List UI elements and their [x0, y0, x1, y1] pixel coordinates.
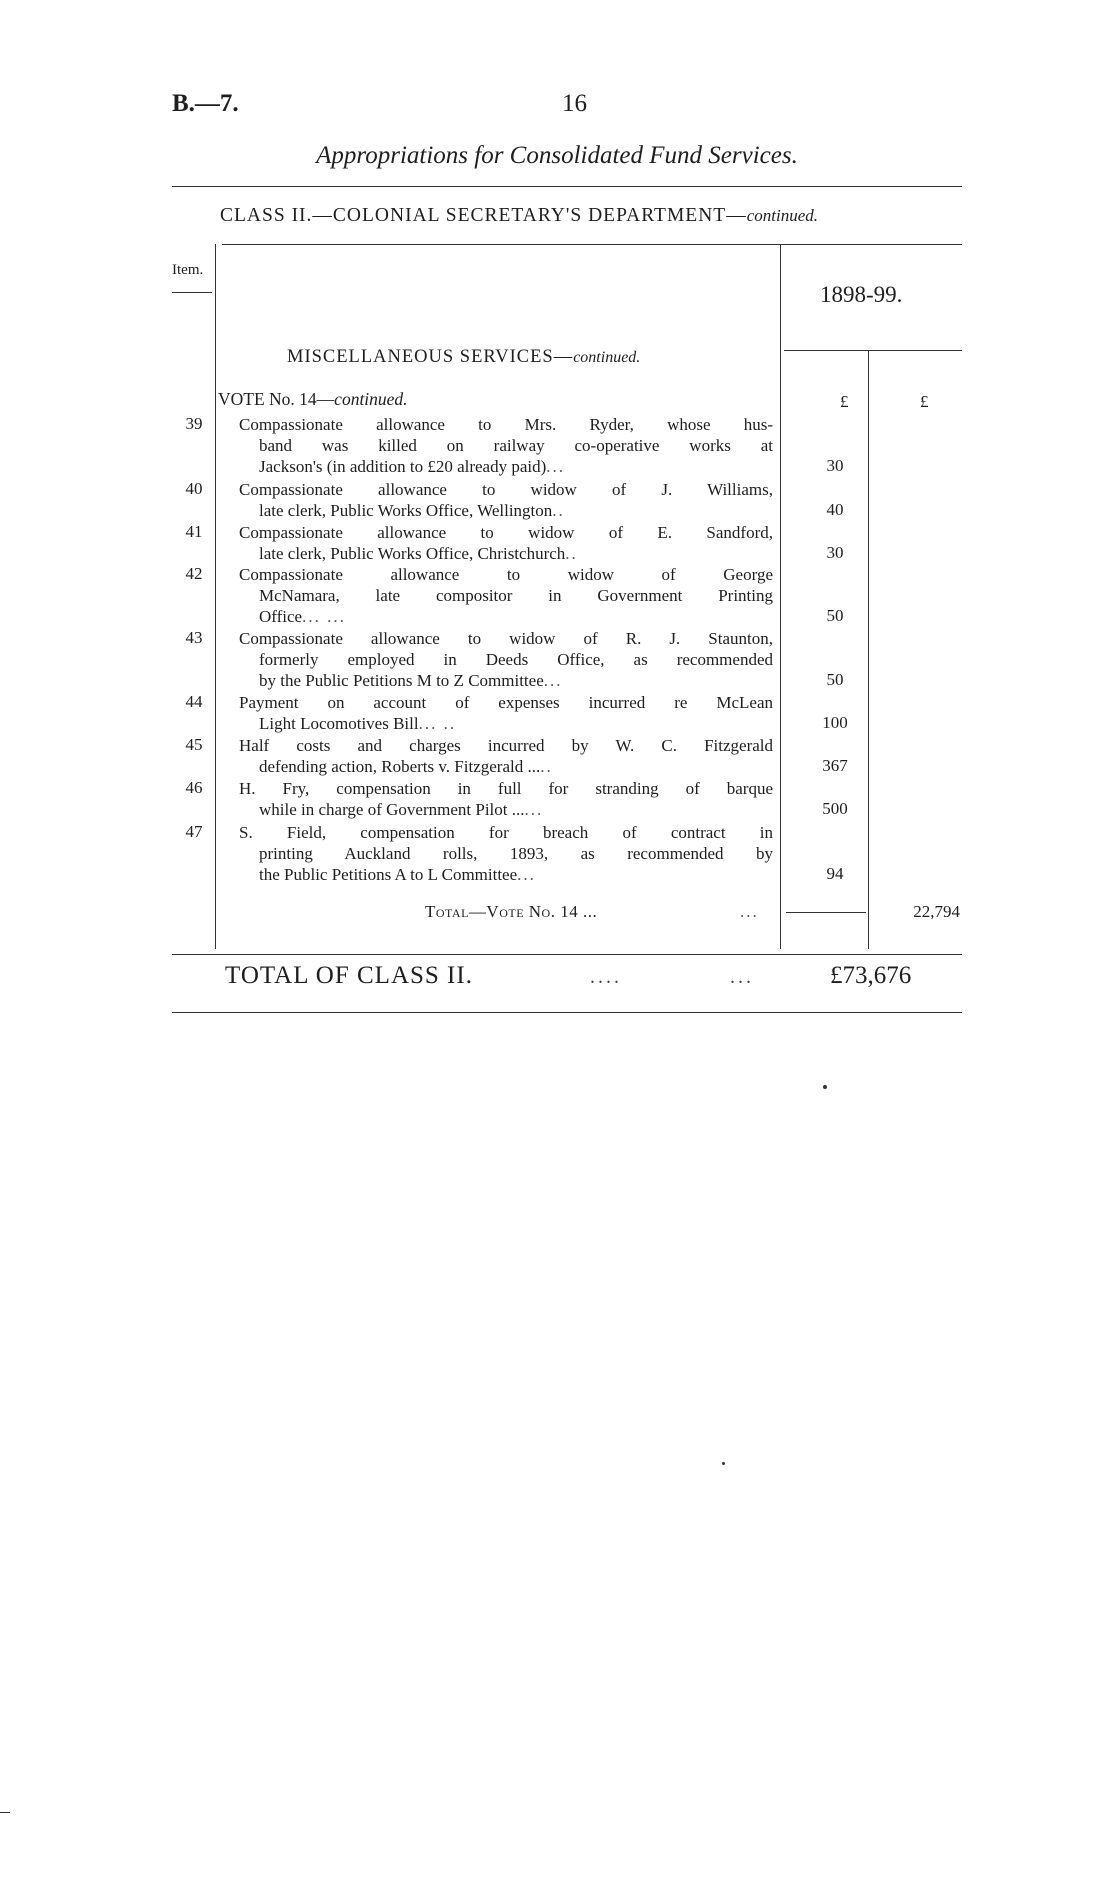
- item-description-line: Compassionate allowance to widow of George: [239, 565, 773, 584]
- scan-speck: [722, 1462, 725, 1465]
- item-description: [239, 778, 773, 820]
- class-total-amount: £73,676: [830, 962, 912, 989]
- item-description: [239, 692, 773, 734]
- item-description-line: Compassionate allowance to widow of R. J. Staunton,: [239, 629, 773, 648]
- rule-item-header: [172, 292, 212, 293]
- item-description: [239, 479, 773, 521]
- item-number: 41: [185, 522, 203, 541]
- dot-leader: ..: [552, 501, 565, 520]
- class-total-leader-1: ....: [590, 966, 622, 988]
- item-description-line: [259, 864, 773, 885]
- dot-leader: ..: [540, 757, 553, 776]
- class-total-label: TOTAL OF CLASS II.: [225, 962, 473, 989]
- total-vote-label: Total—Vote No. 14 ...: [425, 902, 598, 921]
- item-amount: 367: [822, 756, 848, 775]
- class-heading: CLASS II.—COLONIAL SECRETARY'S DEPARTMENT—continued.: [220, 205, 819, 226]
- rule-table-bottom: [172, 954, 962, 955]
- item-number: 42: [185, 564, 203, 583]
- column-divider-amounts: [780, 244, 781, 949]
- item-description-line: formerly employed in Deeds Office, as recommended: [259, 650, 773, 669]
- item-number: 47: [185, 822, 203, 841]
- rule-table-top: [222, 244, 962, 245]
- total-vote-leader: ...: [740, 902, 759, 921]
- item-description-line: Compassionate allowance to widow of J. Williams,: [239, 480, 773, 499]
- total-vote-amount: 22,794: [913, 902, 960, 921]
- item-amount: 50: [826, 606, 844, 625]
- item-description-line: printing Auckland rolls, 1893, as recommended by: [259, 844, 773, 863]
- item-description-line: band was killed on railway co-operative works at: [259, 436, 773, 455]
- item-description-text: late clerk, Public Works Office, Christchurch: [259, 544, 566, 563]
- item-description-line: [259, 606, 773, 627]
- rule-top: [172, 186, 962, 187]
- dot-leader: ..: [565, 544, 578, 563]
- item-description-text: the Public Petitions A to L Committee: [259, 865, 518, 884]
- item-description: [239, 735, 773, 777]
- item-description-line: [259, 713, 773, 734]
- item-description-text: Jackson's (in addition to £20 already paid): [259, 457, 547, 476]
- item-amount: 40: [826, 500, 844, 519]
- item-description-line: Payment on account of expenses incurred re McLean: [239, 693, 773, 712]
- item-description-text: Office: [259, 607, 303, 626]
- item-description-line: [259, 799, 773, 820]
- total-vote-rule: [786, 912, 866, 913]
- item-description: [239, 522, 773, 564]
- class-total-leader-2: ...: [730, 966, 754, 988]
- item-number: 43: [185, 628, 203, 647]
- item-description-text: late clerk, Public Works Office, Wellington: [259, 501, 553, 520]
- page-subtitle: Appropriations for Consolidated Fund Services.: [316, 142, 798, 169]
- currency-symbol-col2: £: [920, 392, 929, 411]
- item-description-line: S. Field, compensation for breach of contract in: [239, 823, 773, 842]
- item-description-line: McNamara, late compositor in Government Printing: [259, 586, 773, 605]
- item-description: [239, 822, 773, 885]
- item-amount: 100: [822, 713, 848, 732]
- item-amount: 50: [826, 670, 844, 689]
- item-number: 44: [185, 692, 203, 711]
- item-number: 45: [185, 735, 203, 754]
- section-title: MISCELLANEOUS SERVICES—continued.: [287, 347, 641, 367]
- item-number: 40: [185, 479, 203, 498]
- item-description-line: H. Fry, compensation in full for stranding of barque: [239, 779, 773, 798]
- rule-page-bottom: [172, 1012, 962, 1013]
- item-description-line: Half costs and charges incurred by W. C. Fitzgerald: [239, 736, 773, 755]
- document-reference: B.—7.: [172, 90, 239, 117]
- dot-leader: ...: [524, 800, 544, 819]
- item-amount: 30: [826, 543, 844, 562]
- item-number: 39: [185, 414, 203, 433]
- column-divider-item: [215, 244, 216, 949]
- currency-symbol-col1: £: [840, 392, 849, 411]
- item-description-line: [259, 756, 773, 777]
- rule-year-header: [784, 350, 962, 351]
- item-description: [239, 628, 773, 691]
- item-description-line: [259, 543, 773, 564]
- item-description-line: [259, 670, 773, 691]
- item-description-text: by the Public Petitions M to Z Committee: [259, 671, 544, 690]
- scan-speck: [823, 1085, 827, 1089]
- item-description-line: Compassionate allowance to widow of E. Sandford,: [239, 523, 773, 542]
- item-description-line: [259, 456, 773, 477]
- item-number: 46: [185, 778, 203, 797]
- item-amount: 94: [826, 864, 844, 883]
- page-number: 16: [562, 90, 587, 117]
- scan-mark: [0, 1812, 10, 1813]
- vote-label: VOTE No. 14—continued.: [218, 389, 408, 409]
- item-description-line: [259, 500, 773, 521]
- item-description-text: defending action, Roberts v. Fitzgerald ...: [259, 757, 541, 776]
- dot-leader: ...: [543, 671, 563, 690]
- dot-leader: ...: [546, 457, 566, 476]
- item-description-text: while in charge of Government Pilot ...: [259, 800, 525, 819]
- item-description-text: Light Locomotives Bill: [259, 714, 419, 733]
- item-column-header: Item.: [172, 262, 204, 278]
- dot-leader: ...: [517, 865, 536, 884]
- year-column-header: 1898-99.: [820, 282, 903, 307]
- item-description: [239, 564, 773, 627]
- dot-leader: ... ...: [302, 607, 346, 626]
- item-amount: 500: [822, 799, 848, 818]
- dot-leader: ... ..: [418, 714, 457, 733]
- column-divider-sub: [868, 350, 869, 949]
- item-description-line: Compassionate allowance to Mrs. Ryder, whose hus-: [239, 415, 773, 434]
- item-description: [239, 414, 773, 477]
- item-amount: 30: [826, 456, 844, 475]
